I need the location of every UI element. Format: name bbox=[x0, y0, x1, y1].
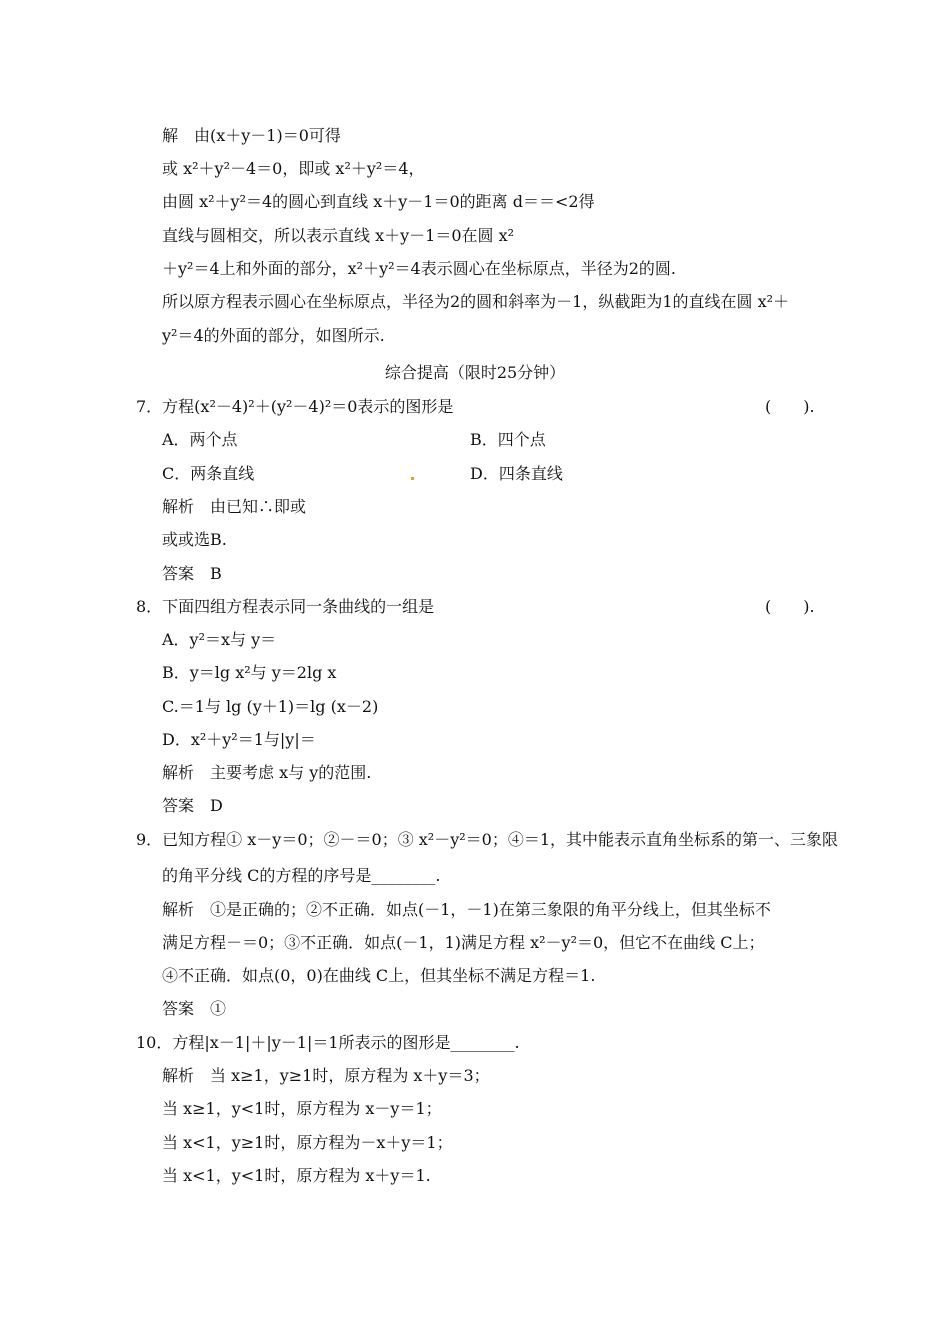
solution-line-4: 直线与圆相交，所以表示直线 x＋y－1＝0在圆 x² bbox=[162, 226, 515, 245]
q9-analysis-3: ④不正确．如点(0，0)在曲线 C上，但其坐标不满足方程＝1. bbox=[162, 966, 596, 985]
q7-analysis-1: 解析 由已知∴即或 bbox=[162, 497, 307, 516]
solution-line-6: 所以原方程表示圆心在坐标原点，半径为2的圆和斜率为－1，纵截距为1的直线在圆 x²＋ bbox=[162, 292, 790, 311]
q9-stem-1: 9．已知方程① x－y＝0；②－＝0；③ x²－y²＝0；④＝1，其中能表示直角坐标系的第一、三象限 bbox=[136, 830, 839, 849]
q7-stem: 7．方程(x²－4)²＋(y²－4)²＝0表示的图形是 bbox=[136, 397, 454, 416]
q7-option-c: C．两条直线 bbox=[162, 464, 255, 483]
q7-answer-bracket: ( ). bbox=[765, 397, 815, 416]
q7-option-d: D．四条直线 bbox=[470, 464, 563, 483]
q8-option-d: D．x²＋y²＝1与|y|＝ bbox=[162, 730, 316, 749]
q10-analysis-2: 当 x≥1，y<1时，原方程为 x－y＝1； bbox=[162, 1099, 442, 1118]
q9-answer: 答案 ① bbox=[162, 999, 227, 1018]
q8-stem: 8．下面四组方程表示同一条曲线的一组是 bbox=[136, 597, 435, 616]
q9-analysis-2: 满足方程－＝0；③不正确．如点(－1，1)满足方程 x²－y²＝0，但它不在曲线 C上； bbox=[162, 933, 765, 952]
q7-answer: 答案 B bbox=[162, 564, 222, 583]
q8-answer: 答案 D bbox=[162, 796, 223, 815]
q10-analysis-4: 当 x<1，y<1时，原方程为 x＋y＝1. bbox=[162, 1166, 431, 1185]
solution-line-1: 解 由(x＋y－1)＝0可得 bbox=[162, 126, 341, 145]
q7-option-b: B．四个点 bbox=[470, 430, 546, 449]
q7-option-a: A．两个点 bbox=[162, 430, 238, 449]
q9-stem-2: 的角平分线 C的方程的序号是________. bbox=[162, 866, 441, 885]
solution-line-5: ＋y²＝4上和外面的部分，x²＋y²＝4表示圆心在坐标原点，半径为2的圆. bbox=[162, 259, 676, 278]
q8-answer-bracket: ( ). bbox=[765, 597, 815, 616]
q10-analysis-1: 解析 当 x≥1，y≥1时，原方程为 x＋y＝3； bbox=[162, 1066, 490, 1085]
q7-analysis-2: 或或选B. bbox=[162, 530, 227, 549]
solution-line-7: y²＝4的外面的部分，如图所示. bbox=[162, 326, 385, 345]
q8-analysis: 解析 主要考虑 x与 y的范围. bbox=[162, 763, 372, 782]
solution-line-2: 或 x²＋y²－4＝0，即或 x²＋y²＝4， bbox=[162, 159, 425, 178]
q8-option-c: C.＝1与 lg (y＋1)＝lg (x－2) bbox=[162, 697, 379, 716]
section-title: 综合提高（限时25分钟） bbox=[384, 363, 566, 382]
q10-analysis-3: 当 x<1，y≥1时，原方程为－x＋y＝1； bbox=[162, 1133, 453, 1152]
q10-stem: 10．方程|x－1|＋|y－1|＝1所表示的图形是________. bbox=[136, 1033, 520, 1052]
q8-option-b: B．y＝lg x²与 y＝2lg x bbox=[162, 663, 337, 682]
q9-analysis-1: 解析 ①是正确的；②不正确．如点(－1，－1)在第三象限的角平分线上，但其坐标不 bbox=[162, 900, 771, 919]
stray-mark bbox=[411, 477, 414, 480]
solution-line-3: 由圆 x²＋y²＝4的圆心到直线 x＋y－1＝0的距离 d＝＝<2得 bbox=[162, 192, 595, 211]
q8-option-a: A．y²＝x与 y＝ bbox=[162, 630, 277, 649]
